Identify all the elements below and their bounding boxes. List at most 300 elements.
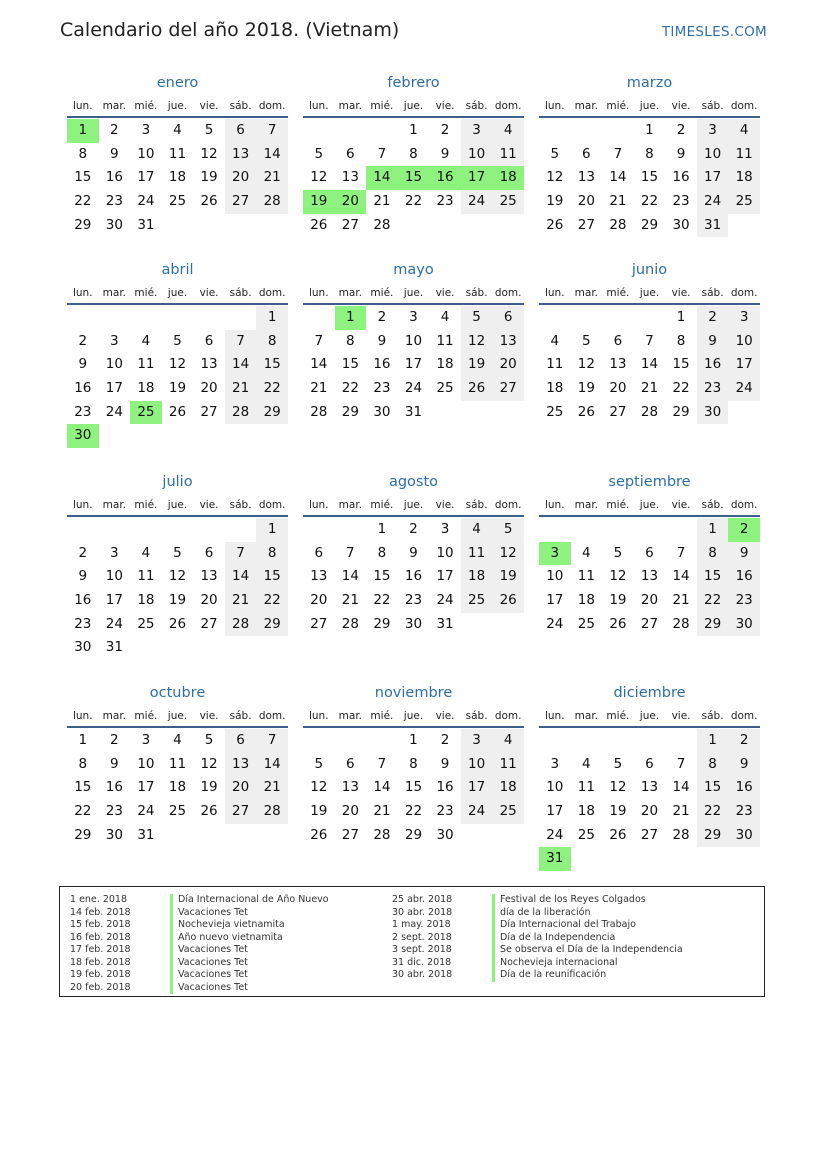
day-cell: 15: [697, 565, 729, 589]
holiday-day-cell: 2: [728, 518, 760, 542]
day-cell: 3: [110, 544, 119, 561]
weekday-label: lun.: [72, 499, 93, 511]
day-cell: 31: [137, 216, 155, 233]
weekday-header: [303, 96, 524, 118]
day-cell: 24: [461, 800, 493, 824]
day-cell: 12: [310, 779, 328, 796]
holiday-name: día de la liberación: [492, 907, 590, 920]
weekday-label: mar.: [338, 499, 363, 511]
week-row: [303, 166, 524, 190]
day-cell: 7: [613, 145, 623, 162]
day-grid: [539, 306, 760, 424]
week-row: [539, 824, 760, 848]
day-cell: 19: [609, 803, 627, 820]
day-cell: 28: [256, 190, 288, 214]
holiday-item: [60, 919, 329, 932]
day-cell: 20: [640, 803, 659, 820]
day-cell: 31: [404, 403, 423, 420]
day-cell: 8: [377, 544, 387, 561]
day-cell: 12: [310, 169, 328, 186]
holiday-item: [60, 932, 329, 945]
holiday-name: Día de la Independencia: [492, 932, 615, 945]
month-junio: [539, 260, 760, 424]
empty-cell: [602, 306, 634, 330]
holiday-date: 2 sept. 2018: [392, 931, 452, 943]
day-cell: 15: [672, 356, 690, 373]
day-cell: 11: [436, 332, 454, 349]
week-row: [539, 753, 760, 777]
empty-cell: [571, 729, 603, 753]
holiday-name: Nochevieja vietnamita: [170, 919, 285, 932]
week-row: [539, 353, 760, 377]
holiday-name: Día de la reunificación: [492, 969, 606, 982]
weekday-label: mar.: [574, 499, 599, 511]
weekday-header: [539, 283, 760, 305]
day-cell: 19: [168, 592, 187, 609]
holiday-date: 18 feb. 2018: [70, 956, 131, 968]
day-cell: 19: [461, 353, 493, 377]
day-cell: 12: [546, 169, 564, 186]
day-cell: 10: [137, 755, 155, 772]
day-cell: 8: [409, 755, 418, 772]
day-cell: 8: [256, 542, 288, 566]
day-cell: 4: [440, 309, 450, 325]
day-cell: 4: [173, 122, 182, 138]
holiday-date: 20 feb. 2018: [70, 981, 131, 993]
day-cell: 15: [341, 356, 359, 373]
day-cell: 20: [577, 193, 595, 210]
day-cell: 7: [225, 542, 257, 566]
week-row: [539, 613, 760, 637]
day-cell: 7: [645, 332, 654, 349]
day-cell: 17: [728, 353, 760, 377]
day-cell: 14: [609, 169, 627, 186]
day-cell: 3: [409, 309, 418, 325]
day-cell: 21: [373, 803, 391, 820]
week-row: [303, 613, 524, 637]
day-cell: 15: [404, 779, 423, 796]
day-cell: 21: [225, 377, 257, 401]
day-cell: 26: [168, 403, 187, 420]
day-cell: 1: [645, 122, 654, 138]
week-row: [303, 800, 524, 824]
day-cell: 5: [173, 544, 182, 561]
brand-logo[interactable]: TIMESLES.COM: [661, 24, 767, 40]
empty-cell: [665, 518, 697, 542]
day-cell: 3: [110, 332, 119, 349]
day-cell: 28: [256, 800, 288, 824]
empty-cell: [303, 518, 335, 542]
day-cell: 23: [74, 615, 92, 632]
holiday-item: [382, 894, 683, 907]
week-row: [67, 776, 288, 800]
week-row: [539, 143, 760, 167]
day-cell: 6: [492, 306, 524, 330]
day-cell: 4: [141, 544, 151, 561]
weekday-header: [539, 495, 760, 517]
weekday-label: dom.: [730, 100, 758, 112]
day-cell: 20: [341, 803, 359, 820]
weekday-label: lun.: [308, 287, 329, 299]
holiday-date: 16 feb. 2018: [70, 931, 131, 943]
day-cell: 14: [256, 143, 288, 167]
day-cell: 10: [105, 568, 123, 585]
day-cell: 16: [697, 353, 729, 377]
day-cell: 7: [377, 755, 387, 772]
day-cell: 10: [404, 332, 423, 349]
month-name: noviembre: [374, 685, 453, 701]
day-cell: 25: [461, 589, 493, 613]
week-row: [539, 542, 760, 566]
day-cell: 9: [409, 544, 418, 561]
day-cell: 11: [461, 542, 493, 566]
day-cell: 22: [256, 589, 288, 613]
day-cell: 4: [728, 119, 760, 143]
month-abril: [67, 260, 288, 448]
day-cell: 13: [341, 169, 359, 186]
day-cell: 30: [697, 401, 729, 425]
week-row: [303, 377, 524, 401]
holiday-name: Día Internacional de Año Nuevo: [170, 894, 329, 907]
holiday-item: [60, 907, 329, 920]
day-cell: 14: [373, 779, 391, 796]
day-cell: 26: [310, 826, 328, 843]
day-cell: 26: [546, 216, 564, 233]
day-cell: 5: [613, 544, 623, 561]
weekday-label: mié.: [370, 499, 394, 511]
holiday-day-cell: 30: [67, 424, 99, 448]
day-cell: 15: [74, 169, 92, 186]
weekday-label: vie.: [435, 100, 455, 112]
day-cell: 20: [310, 592, 328, 609]
day-cell: 9: [440, 755, 450, 772]
month-mayo: [303, 260, 524, 424]
day-cell: 7: [225, 330, 257, 354]
day-cell: 16: [105, 779, 123, 796]
day-cell: 22: [640, 193, 659, 210]
day-grid: [539, 518, 760, 636]
week-row: [539, 729, 760, 753]
holiday-date: 31 dic. 2018: [392, 956, 452, 968]
day-cell: 13: [225, 143, 257, 167]
month-name: junio: [631, 262, 668, 278]
day-cell: 2: [697, 306, 729, 330]
week-row: [67, 166, 288, 190]
weekday-header: [303, 283, 524, 305]
day-cell: 23: [697, 377, 729, 401]
holiday-date: 17 feb. 2018: [70, 944, 131, 955]
day-cell: 17: [404, 356, 423, 373]
month-name: septiembre: [608, 474, 691, 490]
day-cell: 17: [546, 592, 564, 609]
day-cell: 17: [436, 568, 454, 585]
holiday-date: 30 abr. 2018: [392, 906, 453, 918]
weekday-label: dom.: [258, 710, 286, 722]
month-julio: [67, 472, 288, 660]
day-cell: 27: [341, 216, 359, 233]
empty-cell: [162, 306, 194, 330]
day-cell: 4: [492, 729, 524, 753]
day-cell: 4: [461, 518, 493, 542]
day-cell: 21: [672, 592, 690, 609]
day-cell: 28: [225, 613, 257, 637]
holiday-item: [60, 982, 329, 995]
day-cell: 4: [492, 119, 524, 143]
day-cell: 26: [461, 377, 493, 401]
weekday-label: vie.: [435, 287, 455, 299]
week-row: [303, 401, 524, 425]
day-cell: 21: [256, 776, 288, 800]
week-row: [539, 214, 760, 238]
weekday-label: vie.: [671, 710, 691, 722]
day-cell: 25: [168, 193, 187, 210]
week-row: [539, 306, 760, 330]
day-cell: 18: [492, 776, 524, 800]
empty-cell: [303, 306, 335, 330]
day-cell: 21: [256, 166, 288, 190]
day-cell: 6: [645, 544, 654, 561]
day-cell: 22: [341, 380, 359, 397]
month-name: enero: [156, 75, 199, 91]
day-cell: 29: [74, 216, 92, 233]
day-cell: 2: [440, 122, 450, 138]
holiday-day-cell: 19: [303, 190, 335, 214]
day-cell: 15: [256, 565, 288, 589]
day-cell: 6: [582, 145, 591, 162]
day-cell: 11: [546, 356, 564, 373]
week-row: [303, 776, 524, 800]
holiday-day-cell: 15: [398, 166, 430, 190]
weekday-label: jue.: [403, 287, 424, 299]
week-row: [539, 518, 760, 542]
day-cell: 8: [409, 145, 418, 162]
day-cell: 24: [436, 592, 454, 609]
weekday-label: sáb.: [465, 287, 488, 299]
holiday-day-cell: 17: [461, 166, 493, 190]
day-cell: 15: [373, 568, 391, 585]
week-row: [67, 800, 288, 824]
day-cell: 19: [577, 380, 595, 397]
month-octubre: [67, 683, 288, 847]
weekday-label: jue.: [167, 287, 188, 299]
weekday-label: jue.: [639, 499, 660, 511]
month-marzo: [539, 73, 760, 237]
empty-cell: [130, 306, 162, 330]
weekday-header: [67, 283, 288, 305]
week-row: [303, 353, 524, 377]
day-cell: 16: [74, 380, 92, 397]
day-cell: 28: [640, 403, 659, 420]
day-cell: 15: [697, 776, 729, 800]
weekday-label: jue.: [639, 710, 660, 722]
holiday-name: Vacaciones Tet: [170, 907, 248, 920]
holiday-name: Nochevieja internacional: [492, 957, 618, 970]
day-cell: 20: [200, 380, 218, 397]
week-row: [67, 613, 288, 637]
day-cell: 5: [204, 732, 214, 748]
day-cell: 1: [78, 732, 88, 748]
day-cell: 8: [645, 145, 654, 162]
week-row: [67, 753, 288, 777]
weekday-label: dom.: [258, 287, 286, 299]
day-cell: 14: [640, 356, 659, 373]
day-cell: 8: [78, 755, 88, 772]
weekday-label: sáb.: [229, 710, 252, 722]
empty-cell: [366, 729, 398, 753]
day-cell: 9: [78, 356, 88, 373]
empty-cell: [335, 518, 367, 542]
day-cell: 22: [373, 592, 391, 609]
weekday-label: vie.: [435, 710, 455, 722]
week-row: [303, 214, 524, 238]
day-cell: 9: [697, 330, 729, 354]
empty-cell: [539, 518, 571, 542]
day-cell: 30: [728, 613, 760, 637]
weekday-label: sáb.: [465, 100, 488, 112]
day-cell: 14: [672, 779, 690, 796]
holiday-name: Vacaciones Tet: [170, 969, 248, 982]
day-cell: 5: [613, 755, 623, 772]
empty-cell: [634, 729, 666, 753]
empty-cell: [225, 518, 257, 542]
day-cell: 22: [697, 800, 729, 824]
day-cell: 21: [640, 380, 659, 397]
day-cell: 9: [110, 145, 119, 162]
day-cell: 11: [137, 356, 155, 373]
day-cell: 17: [697, 166, 729, 190]
weekday-header: [539, 706, 760, 728]
weekday-label: jue.: [167, 100, 188, 112]
day-cell: 3: [728, 306, 760, 330]
day-grid: [303, 119, 524, 237]
day-cell: 9: [728, 753, 760, 777]
day-cell: 2: [409, 521, 418, 537]
day-cell: 16: [74, 592, 92, 609]
week-row: [67, 330, 288, 354]
day-cell: 28: [341, 615, 359, 632]
day-cell: 22: [404, 803, 423, 820]
week-row: [303, 143, 524, 167]
weekday-label: mar.: [102, 100, 127, 112]
empty-cell: [634, 518, 666, 542]
day-cell: 23: [728, 589, 760, 613]
day-cell: 14: [225, 353, 257, 377]
weekday-label: mar.: [102, 499, 127, 511]
day-cell: 18: [461, 565, 493, 589]
weekday-label: mié.: [134, 710, 158, 722]
day-cell: 25: [168, 803, 187, 820]
week-row: [539, 119, 760, 143]
day-cell: 28: [225, 401, 257, 425]
day-cell: 16: [404, 568, 423, 585]
week-row: [67, 401, 288, 425]
week-row: [67, 589, 288, 613]
day-cell: 4: [173, 732, 182, 748]
holiday-day-cell: 1: [335, 306, 367, 330]
day-cell: 1: [409, 732, 418, 748]
day-cell: 23: [373, 380, 391, 397]
day-cell: 13: [200, 356, 218, 373]
weekday-label: lun.: [308, 100, 329, 112]
day-grid: [67, 119, 288, 237]
day-cell: 6: [645, 755, 654, 772]
day-cell: 13: [225, 753, 257, 777]
day-cell: 16: [373, 356, 391, 373]
week-row: [539, 190, 760, 214]
month-name: febrero: [387, 75, 440, 91]
day-cell: 18: [577, 592, 595, 609]
day-cell: 29: [256, 613, 288, 637]
holiday-item: [60, 944, 329, 957]
weekday-label: sáb.: [701, 499, 724, 511]
holiday-name: Festival de los Reyes Colgados: [492, 894, 646, 907]
week-row: [67, 565, 288, 589]
holiday-item: [382, 932, 683, 945]
weekday-label: mar.: [102, 287, 127, 299]
holiday-day-cell: 16: [429, 166, 461, 190]
day-cell: 23: [105, 803, 123, 820]
holiday-item: [382, 969, 683, 982]
day-cell: 21: [609, 193, 627, 210]
empty-cell: [99, 306, 131, 330]
day-cell: 30: [436, 826, 454, 843]
day-cell: 3: [461, 729, 493, 753]
day-cell: 3: [697, 119, 729, 143]
weekday-label: lun.: [308, 710, 329, 722]
day-cell: 10: [461, 143, 493, 167]
weekday-label: mié.: [134, 100, 158, 112]
empty-cell: [225, 306, 257, 330]
day-cell: 3: [440, 521, 450, 537]
day-cell: 24: [728, 377, 760, 401]
day-cell: 2: [78, 544, 88, 561]
holiday-day-cell: 3: [539, 542, 571, 566]
month-septiembre: [539, 472, 760, 636]
day-cell: 18: [728, 166, 760, 190]
weekday-label: jue.: [167, 710, 188, 722]
day-cell: 7: [377, 145, 387, 162]
weekday-label: dom.: [730, 499, 758, 511]
day-cell: 14: [256, 753, 288, 777]
empty-cell: [193, 518, 225, 542]
day-cell: 1: [676, 309, 686, 325]
day-cell: 3: [141, 732, 151, 748]
day-cell: 19: [546, 193, 564, 210]
day-cell: 24: [137, 193, 155, 210]
day-cell: 10: [697, 143, 729, 167]
day-cell: 26: [609, 615, 627, 632]
day-cell: 11: [577, 779, 595, 796]
day-cell: 29: [697, 613, 729, 637]
week-row: [303, 589, 524, 613]
weekday-label: dom.: [730, 287, 758, 299]
weekday-label: sáb.: [701, 287, 724, 299]
day-cell: 25: [728, 190, 760, 214]
day-cell: 19: [200, 169, 218, 186]
holiday-day-cell: 20: [335, 190, 367, 214]
weekday-label: vie.: [199, 499, 219, 511]
weekday-label: sáb.: [465, 499, 488, 511]
day-cell: 27: [200, 615, 218, 632]
day-cell: 19: [492, 565, 524, 589]
holiday-date: 15 feb. 2018: [70, 919, 131, 930]
day-cell: 22: [74, 193, 92, 210]
weekday-label: mar.: [102, 710, 127, 722]
day-cell: 29: [373, 615, 391, 632]
weekday-header: [303, 495, 524, 517]
week-row: [539, 166, 760, 190]
day-cell: 12: [200, 145, 218, 162]
